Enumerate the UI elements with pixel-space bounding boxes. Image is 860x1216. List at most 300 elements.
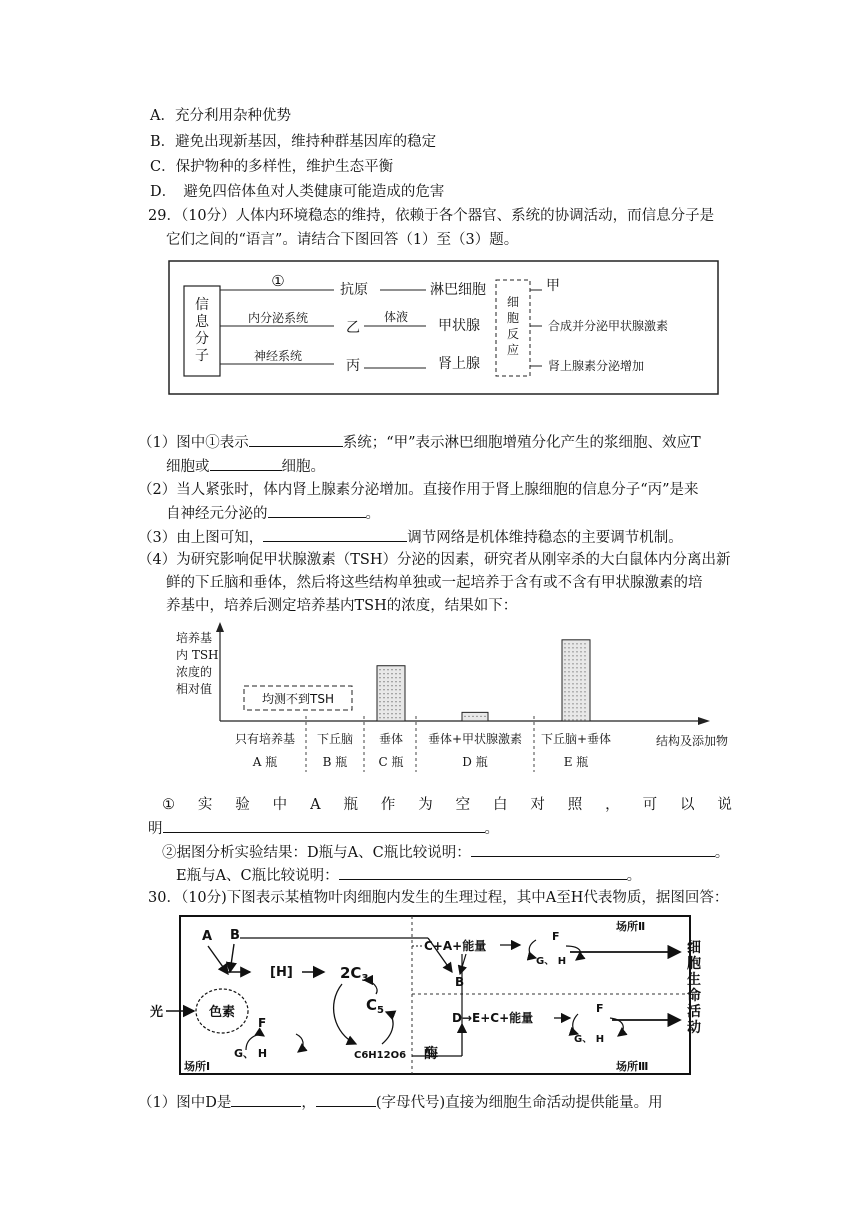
q29-s4-line2: 鲜的下丘脑和垂体，然后将这些结构单独或一起培养于含有或不含有甲状腺激素的培 xyxy=(166,575,703,591)
bar-dot xyxy=(379,689,380,690)
life-activity-char: 细 xyxy=(687,940,701,956)
bar-dot xyxy=(580,671,581,672)
bar-dot xyxy=(584,707,585,708)
bar-dot xyxy=(580,647,581,648)
bar-dot xyxy=(576,683,577,684)
bar-dot xyxy=(399,705,400,706)
bar-dot xyxy=(564,707,565,708)
bar-dot xyxy=(468,716,469,717)
bar-dot xyxy=(584,675,585,676)
bar-dot xyxy=(387,697,388,698)
option-a: A．充分利用杂种优势 xyxy=(150,108,291,124)
bar-dot xyxy=(387,717,388,718)
bar-dot xyxy=(576,695,577,696)
bar-dot xyxy=(399,693,400,694)
bar-dot xyxy=(391,697,392,698)
bar-dot xyxy=(584,667,585,668)
bar-dot xyxy=(383,669,384,670)
bar-dot xyxy=(564,703,565,704)
bar-dot xyxy=(564,715,565,716)
x-tick-label: 下丘脑 xyxy=(316,732,354,746)
site2-label: 场所Ⅱ xyxy=(616,920,646,933)
bar-dot xyxy=(572,671,573,672)
bar-dot xyxy=(572,663,573,664)
life-activity-char: 生 xyxy=(687,972,701,988)
bar-dot xyxy=(379,717,380,718)
q29-s1-line2: 细胞或 细胞。 xyxy=(166,456,325,477)
bar-dot xyxy=(576,707,577,708)
bar-dot xyxy=(399,673,400,674)
bar-dot xyxy=(572,715,573,716)
top-equation: C+A+能量 xyxy=(424,939,487,953)
bar-dot xyxy=(383,673,384,674)
d-equation: D→E+C+能量 xyxy=(452,1011,534,1025)
spread-char: 瓶 xyxy=(343,797,358,813)
bar-dot xyxy=(576,679,577,680)
bar-dot xyxy=(383,705,384,706)
x-tick-label: 垂体 xyxy=(378,732,404,746)
bar-dot xyxy=(580,699,581,700)
bar-dot xyxy=(383,689,384,690)
bar-dot xyxy=(564,671,565,672)
bar-dot xyxy=(379,697,380,698)
cell-reaction-char: 细 xyxy=(506,295,520,309)
info-molecule-char: 子 xyxy=(195,348,209,364)
spread-char: 实 xyxy=(197,797,213,813)
q29-r1-line1 xyxy=(162,795,732,815)
adrenal-result-label: 肾上腺素分泌增加 xyxy=(548,359,645,373)
bar-dot xyxy=(576,663,577,664)
q30-intro: 30．（10分)下图表示某植物叶肉细胞内发生的生理过程，其中A至H代表物质，据图回答： xyxy=(148,890,729,906)
bar-dot xyxy=(399,709,400,710)
bar-dot xyxy=(580,711,581,712)
b-label: B xyxy=(230,928,240,943)
q29-s4-line1: （4）为研究影响促甲状腺激素（TSH）分泌的因素，研究者从刚宰杀的大白鼠体内分离出新 xyxy=(138,552,731,568)
yi-label: 乙 xyxy=(346,320,360,336)
y-axis-arrow xyxy=(216,622,224,632)
bar-dot xyxy=(564,667,565,668)
bar-dot xyxy=(580,643,581,644)
bar-dot xyxy=(383,681,384,682)
bar-dot xyxy=(383,693,384,694)
bar-dot xyxy=(391,685,392,686)
bar-dot xyxy=(383,685,384,686)
bar-dot xyxy=(395,701,396,702)
enzyme-label: 酶 xyxy=(424,1046,438,1062)
f1-label: F xyxy=(258,1016,267,1030)
bar-dot xyxy=(580,695,581,696)
spread-char: 照 xyxy=(567,797,583,813)
bar-dot xyxy=(584,695,585,696)
a-label: A xyxy=(202,929,213,944)
c3-label: $2C_3$ xyxy=(340,964,369,984)
bar-dot xyxy=(584,703,585,704)
bar-dot xyxy=(576,719,577,720)
life-activity-char: 动 xyxy=(687,1020,701,1036)
light-label: 光 xyxy=(150,1005,164,1020)
bar-dot xyxy=(572,711,573,712)
bar-dot xyxy=(391,669,392,670)
bar-dot xyxy=(399,713,400,714)
bar-dot xyxy=(580,683,581,684)
q29-r1-line2: 明 。 xyxy=(148,818,499,839)
bar-dot xyxy=(572,719,573,720)
bar-dot xyxy=(584,683,585,684)
bar-dot xyxy=(387,713,388,714)
bar-dot xyxy=(379,681,380,682)
bar-dot xyxy=(572,699,573,700)
bar-dot xyxy=(379,713,380,714)
bar-dot xyxy=(387,709,388,710)
bar-dot xyxy=(572,687,573,688)
bar-3 xyxy=(462,712,488,721)
cell-reaction-char: 应 xyxy=(506,343,520,357)
bar-dot xyxy=(399,685,400,686)
thyroid-label: 甲状腺 xyxy=(438,318,480,334)
bar-dot xyxy=(572,679,573,680)
bar-dot xyxy=(395,689,396,690)
bar-dot xyxy=(584,719,585,720)
bar-dot xyxy=(576,659,577,660)
bar-dot xyxy=(568,683,569,684)
bar-dot xyxy=(395,697,396,698)
bar-dot xyxy=(564,655,565,656)
bar-dot xyxy=(399,681,400,682)
bar-dot xyxy=(576,687,577,688)
x-axis-arrow xyxy=(698,717,710,725)
x-tick-label: 只有培养基 xyxy=(234,732,296,746)
spread-char: 作 xyxy=(380,797,396,813)
bar-dot xyxy=(572,651,573,652)
bar-dot xyxy=(387,701,388,702)
bar-dot xyxy=(572,707,573,708)
spread-char: 中 xyxy=(272,797,288,813)
thyroid-result-label: 合成并分泌甲状腺激素 xyxy=(548,319,669,333)
x-axis-label: 结构及添加物 xyxy=(656,734,729,748)
bar-dot xyxy=(564,691,565,692)
bar-dot xyxy=(568,695,569,696)
antigen-label: 抗原 xyxy=(340,282,368,298)
bar-dot xyxy=(580,667,581,668)
bar-dot xyxy=(584,699,585,700)
bar-dot xyxy=(568,687,569,688)
q29-s2-line2: 自神经元分泌的 。 xyxy=(166,503,380,524)
bar-dot xyxy=(584,671,585,672)
gh3-label: G、 H xyxy=(574,1034,605,1045)
bar-dot xyxy=(580,687,581,688)
spread-char: ① xyxy=(162,797,175,813)
bar-dot xyxy=(568,699,569,700)
adrenal-label: 肾上腺 xyxy=(438,356,480,372)
q30-s1: （1）图中D是 ， (字母代号)直接为细胞生命活动提供能量。用 xyxy=(138,1092,663,1113)
bar-dot xyxy=(568,655,569,656)
no-tsh-annotation: 均测不到TSH xyxy=(262,692,334,706)
bar-dot xyxy=(568,643,569,644)
bar-dot xyxy=(399,689,400,690)
nervous-label: 神经系统 xyxy=(253,349,303,363)
life-activity-char: 命 xyxy=(687,988,701,1004)
bar-dot xyxy=(580,719,581,720)
life-activity-char: 胞 xyxy=(687,956,701,972)
bar-dot xyxy=(572,643,573,644)
bar-dot xyxy=(580,715,581,716)
bar-dot xyxy=(464,716,465,717)
bar-dot xyxy=(584,679,585,680)
q29-r2: ②据图分析实验结果：D瓶与A、C瓶比较说明： 。 xyxy=(162,842,729,863)
bar-dot xyxy=(576,643,577,644)
q29-s1-line1: （1）图中①表示 系统；“甲”表示淋巴细胞增殖分化产生的浆细胞、效应T xyxy=(138,432,701,453)
bar-dot xyxy=(379,673,380,674)
bar-4 xyxy=(562,640,590,721)
bar-dot xyxy=(568,667,569,668)
bar-dot xyxy=(580,663,581,664)
f2-label: F xyxy=(552,930,560,943)
gh1-label: G、 H xyxy=(234,1047,268,1060)
bar-dot xyxy=(580,707,581,708)
bar-dot xyxy=(568,663,569,664)
bar-dot xyxy=(564,683,565,684)
bar-dot xyxy=(572,655,573,656)
cell-reaction-char: 反 xyxy=(506,327,520,341)
spread-char: 为 xyxy=(418,797,433,813)
bar-dot xyxy=(395,685,396,686)
bar-dot xyxy=(395,717,396,718)
info-molecule-char: 分 xyxy=(195,331,209,347)
bar-dot xyxy=(572,659,573,660)
bar-dot xyxy=(568,647,569,648)
bottle-label: E 瓶 xyxy=(563,755,589,769)
bar-dot xyxy=(387,693,388,694)
body-fluid-label: 体液 xyxy=(383,310,409,324)
c5-label: $C_5$ xyxy=(366,996,384,1016)
bar-dot xyxy=(387,669,388,670)
bottle-label: B 瓶 xyxy=(322,755,348,769)
bar-dot xyxy=(379,685,380,686)
bar-dot xyxy=(564,651,565,652)
bar-dot xyxy=(576,671,577,672)
spread-char: 对 xyxy=(530,797,545,813)
bar-dot xyxy=(568,679,569,680)
option-b: B．避免出现新基因，维持种群基因库的稳定 xyxy=(150,134,437,150)
circle-one-label: ① xyxy=(271,272,285,290)
q29-r3: E瓶与A、C瓶比较说明： 。 xyxy=(176,865,641,886)
x-tick-label: 垂体+甲状腺激素 xyxy=(427,732,523,746)
bar-dot xyxy=(564,687,565,688)
bar-dot xyxy=(568,651,569,652)
bar-dot xyxy=(395,693,396,694)
bar-dot xyxy=(391,705,392,706)
bar-dot xyxy=(379,693,380,694)
life-activity-char: 活 xyxy=(687,1004,701,1020)
bar-dot xyxy=(383,697,384,698)
y-axis-label-line: 培养基 xyxy=(176,631,213,645)
bar-dot xyxy=(387,705,388,706)
q29-s4-line3: 养基中，培养后测定培养基内TSH的浓度，结果如下： xyxy=(166,598,518,614)
bar-dot xyxy=(572,691,573,692)
bar-dot xyxy=(379,705,380,706)
bottle-label: D 瓶 xyxy=(462,755,488,769)
bar-2 xyxy=(377,666,405,721)
bar-dot xyxy=(576,699,577,700)
bar-dot xyxy=(572,675,573,676)
bar-dot xyxy=(395,673,396,674)
bar-dot xyxy=(395,669,396,670)
gh2-label: G、 H xyxy=(536,956,567,967)
bar-dot xyxy=(383,717,384,718)
site3-label: 场所Ⅲ xyxy=(616,1060,649,1073)
bar-dot xyxy=(387,677,388,678)
b2-label: B xyxy=(455,975,465,989)
bar-dot xyxy=(391,717,392,718)
bar-dot xyxy=(572,647,573,648)
bar-dot xyxy=(568,675,569,676)
bar-dot xyxy=(584,663,585,664)
bar-dot xyxy=(383,709,384,710)
bar-dot xyxy=(580,675,581,676)
bar-dot xyxy=(387,673,388,674)
spread-char: 说 xyxy=(717,797,732,813)
bar-dot xyxy=(580,703,581,704)
bar-dot xyxy=(399,717,400,718)
q29-s2-line1: （2）当人紧张时，体内肾上腺素分泌增加。直接作用于肾上腺细胞的信息分子“丙”是来 xyxy=(138,482,699,498)
bar-dot xyxy=(564,719,565,720)
bar-dot xyxy=(568,711,569,712)
bar-dot xyxy=(568,715,569,716)
bar-dot xyxy=(584,711,585,712)
bar-dot xyxy=(584,691,585,692)
bar-dot xyxy=(580,679,581,680)
bar-dot xyxy=(379,677,380,678)
bar-dot xyxy=(572,695,573,696)
bar-dot xyxy=(391,713,392,714)
bar-dot xyxy=(399,669,400,670)
bar-dot xyxy=(383,713,384,714)
x-tick-label: 下丘脑+垂体 xyxy=(540,732,612,746)
bar-dot xyxy=(580,655,581,656)
lymphocyte-label: 淋巴细胞 xyxy=(430,282,486,298)
bar-dot xyxy=(379,669,380,670)
bar-dot xyxy=(576,715,577,716)
spread-char: 空 xyxy=(455,797,471,813)
spread-char: 验 xyxy=(235,797,250,813)
f3-label: F xyxy=(596,1002,604,1015)
bar-dot xyxy=(564,659,565,660)
bing-label: 丙 xyxy=(346,358,360,374)
spread-char: ， xyxy=(605,797,620,813)
bar-dot xyxy=(568,659,569,660)
bar-dot xyxy=(395,677,396,678)
bar-dot xyxy=(576,691,577,692)
bar-dot xyxy=(572,683,573,684)
bar-dot xyxy=(564,699,565,700)
bar-dot xyxy=(383,677,384,678)
spread-char: 可 xyxy=(642,797,658,813)
bottle-label: A 瓶 xyxy=(252,755,278,769)
jia-label: 甲 xyxy=(546,278,560,294)
bar-dot xyxy=(391,681,392,682)
bar-dot xyxy=(576,655,577,656)
bar-dot xyxy=(399,697,400,698)
spread-char: 白 xyxy=(493,797,508,813)
bar-dot xyxy=(572,703,573,704)
bar-dot xyxy=(383,701,384,702)
bar-dot xyxy=(584,687,585,688)
bar-dot xyxy=(576,675,577,676)
bar-dot xyxy=(387,681,388,682)
bar-dot xyxy=(391,677,392,678)
bar-dot xyxy=(584,659,585,660)
bar-dot xyxy=(395,713,396,714)
bar-dot xyxy=(391,701,392,702)
pigment-label: 色素 xyxy=(208,1005,236,1020)
bar-dot xyxy=(564,643,565,644)
bar-dot xyxy=(576,651,577,652)
y-axis-label-line: 相对值 xyxy=(176,682,213,696)
bar-dot xyxy=(576,711,577,712)
bar-dot xyxy=(391,689,392,690)
bar-dot xyxy=(580,691,581,692)
bar-dot xyxy=(576,667,577,668)
bar-dot xyxy=(564,675,565,676)
bar-dot xyxy=(564,695,565,696)
bar-dot xyxy=(379,709,380,710)
info-molecule-char: 信 xyxy=(195,297,209,313)
bar-dot xyxy=(472,716,473,717)
bar-dot xyxy=(584,715,585,716)
bar-dot xyxy=(568,707,569,708)
bar-dot xyxy=(580,651,581,652)
bar-dot xyxy=(568,719,569,720)
bar-dot xyxy=(568,671,569,672)
bar-dot xyxy=(568,703,569,704)
bar-dot xyxy=(564,679,565,680)
bar-dot xyxy=(387,689,388,690)
info-molecule-char: 息 xyxy=(195,314,209,330)
q29-intro-line1: 29．（10分）人体内环境稳态的维持，依赖于各个器官、系统的协调活动，而信息分子是 xyxy=(148,208,715,224)
bar-dot xyxy=(576,647,577,648)
bar-dot xyxy=(584,643,585,644)
y-axis-label-line: 内 TSH xyxy=(176,648,219,662)
bar-dot xyxy=(391,673,392,674)
q30-diagram xyxy=(150,912,730,1080)
spread-char: 以 xyxy=(679,797,695,813)
y-axis-label-line: 浓度的 xyxy=(176,665,213,679)
bar-dot xyxy=(568,691,569,692)
bar-dot xyxy=(399,677,400,678)
bar-dot xyxy=(391,693,392,694)
bar-dot xyxy=(391,709,392,710)
q29-intro-line2: 它们之间的“语言”。请结合下图回答（1）至（3）题。 xyxy=(166,232,519,248)
bar-dot xyxy=(572,667,573,668)
h-label: [H] xyxy=(270,965,293,980)
bar-dot xyxy=(576,703,577,704)
cell-reaction-char: 胞 xyxy=(506,311,520,325)
bar-dot xyxy=(399,701,400,702)
bar-dot xyxy=(395,709,396,710)
bar-dot xyxy=(580,659,581,660)
bar-dot xyxy=(387,685,388,686)
q29-s3: （3）由上图可知， 调节网络是机体维持稳态的主要调节机制。 xyxy=(138,527,683,548)
q29-diagram xyxy=(168,260,720,396)
tsh-bar-chart xyxy=(170,620,730,780)
bar-dot xyxy=(584,651,585,652)
bar-dot xyxy=(379,701,380,702)
bar-dot xyxy=(395,681,396,682)
bottle-label: C 瓶 xyxy=(378,755,404,769)
bar-dot xyxy=(564,711,565,712)
spread-char: A xyxy=(310,797,321,813)
bar-dot xyxy=(395,705,396,706)
